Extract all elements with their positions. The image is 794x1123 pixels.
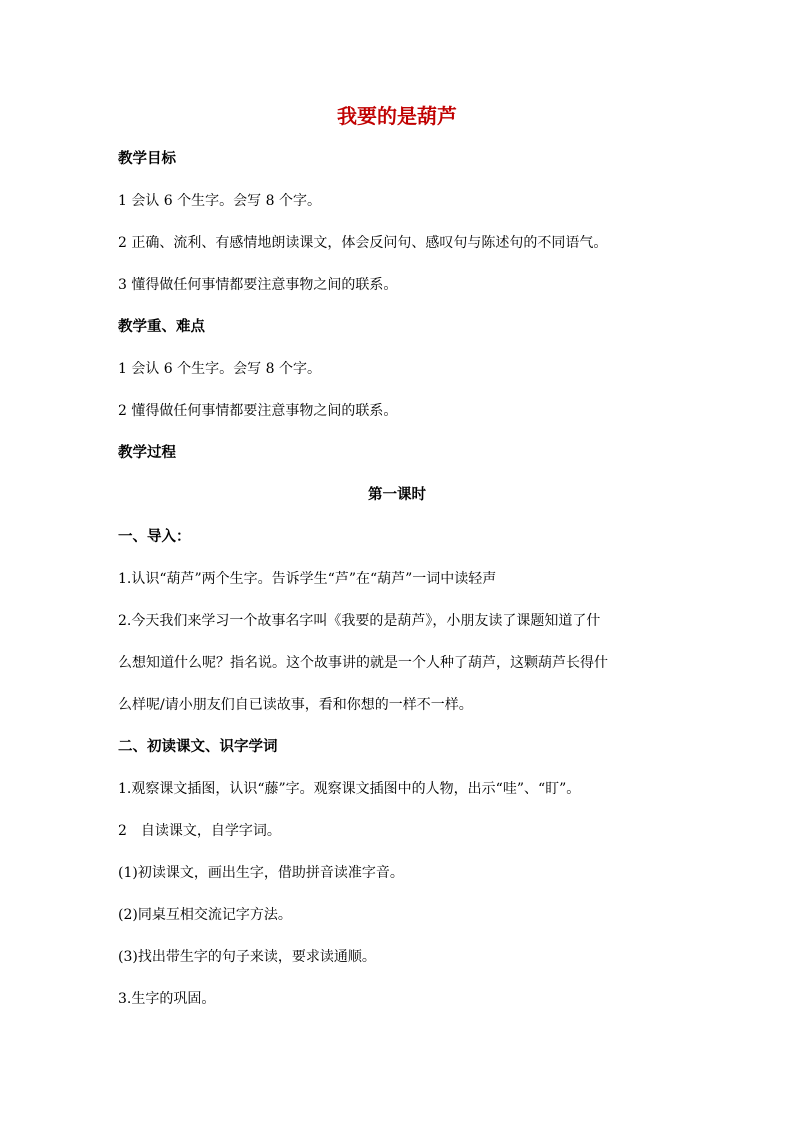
goal-item-3: 3 懂得做任何事情都要注意事物之间的联系。: [118, 277, 398, 293]
key-points-heading: 教学重、难点: [118, 318, 205, 335]
process-heading: 教学过程: [118, 444, 176, 461]
lesson-heading: 第一课时: [368, 486, 426, 503]
section1-line-3: 么想知道什么呢？指名说。这个故事讲的就是一个人种了葫芦，这颗葫芦长得什: [118, 655, 608, 671]
goal-item-1: 1 会认 6 个生字。会写 8 个字。: [118, 193, 321, 209]
goal-item-2: 2 正确、流利、有感情地朗读课文，体会反问句、感叹句与陈述句的不同语气。: [118, 235, 608, 251]
section2-heading: 二、初读课文、识字学词: [118, 738, 278, 755]
section2-line-3: (1)初读课文，画出生字，借助拼音读准字音。: [118, 865, 404, 881]
key-point-item-2: 2 懂得做任何事情都要注意事物之间的联系。: [118, 403, 398, 419]
key-point-item-1: 1 会认 6 个生字。会写 8 个字。: [118, 361, 321, 377]
section2-line-4: (2)同桌互相交流记字方法。: [118, 907, 292, 923]
section1-line-1: 1.认识“葫芦”两个生字。告诉学生“芦”在“葫芦”一词中读轻声: [118, 571, 497, 587]
goals-heading: 教学目标: [118, 150, 176, 167]
section1-line-2: 2.今天我们来学习一个故事名字叫《我要的是葫芦》，小朋友读了课题知道了什: [118, 613, 601, 629]
document-title: 我要的是葫芦: [337, 104, 457, 128]
section2-line-5: (3)找出带生字的句子来读，要求读通顺。: [118, 949, 376, 965]
section2-line-2: 2 自读课文，自学字词。: [118, 823, 281, 839]
section1-heading: 一、导入：: [118, 528, 191, 545]
section1-line-4: 么样呢/请小朋友们自已读故事，看和你想的一样不一样。: [118, 697, 473, 713]
section2-line-1: 1.观察课文插图，认识“藤”字。观察课文插图中的人物，出示“哇”、“盯”。: [118, 781, 581, 797]
section2-line-6: 3.生字的巩固。: [118, 991, 216, 1007]
